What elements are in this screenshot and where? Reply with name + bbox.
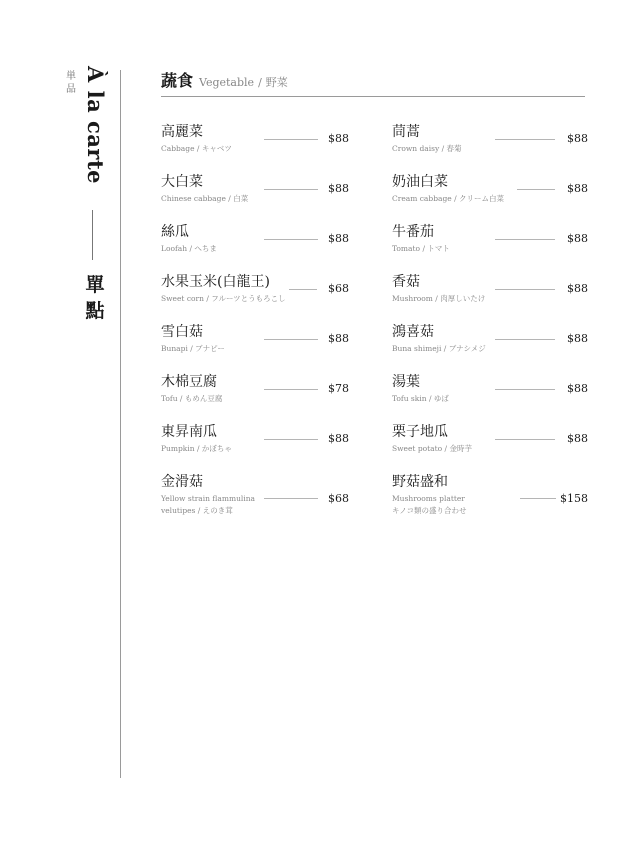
item-price: $158 [560,492,588,505]
item-price: $68 [328,492,349,505]
item-subtitle-jp: キノコ類の盛り合わせ [392,506,467,515]
item-name-zh: 奶油白菜 [392,174,448,190]
item-name-zh: 金滑菇 [161,474,203,490]
item-price: $88 [567,382,588,395]
side-zh-label: 單點 [85,274,105,322]
item-subtitle: Buna shimeji / ブナシメジ [392,344,486,353]
item-name-zh: 香菇 [392,274,420,290]
section-title-jp: 野菜 [265,76,288,89]
menu-item [161,424,349,474]
item-price: $88 [567,232,588,245]
leader-line [495,439,555,440]
item-subtitle: Loofah / へちま [161,244,217,253]
menu-item [392,374,588,424]
item-price: $88 [328,132,349,145]
item-price: $88 [328,432,349,445]
item-subtitle: Cream cabbage / クリーム白菜 [392,194,505,203]
item-subtitle: Sweet corn / フルーツとうもろこし [161,294,286,303]
leader-line [495,289,555,290]
item-subtitle: Sweet potato / 金時芋 [392,444,472,453]
item-subtitle: Mushroom / 肉厚しいたけ [392,294,486,303]
item-subtitle: Tofu / もめん豆腐 [161,394,223,403]
menu-item [392,324,588,374]
item-price: $88 [328,182,349,195]
section-header [161,68,585,97]
leader-line [264,239,318,240]
item-price: $88 [328,232,349,245]
item-subtitle: Chinese cabbage / 白菜 [161,194,249,203]
item-name-zh: 湯葉 [392,374,420,390]
menu-item [161,274,349,324]
item-name-zh: 高麗菜 [161,124,203,140]
menu-item [161,224,349,274]
section-title-zh: 蔬食 [161,71,194,90]
item-name-zh: 水果玉米(白龍王) [161,274,270,290]
item-price: $78 [328,382,349,395]
leader-line [520,498,556,499]
menu-item [161,474,349,524]
menu-item [392,274,588,324]
menu-column-left [161,124,349,524]
item-name-zh: 野菇盛和 [392,474,448,490]
item-price: $88 [567,432,588,445]
leader-line [264,139,318,140]
leader-line [264,189,318,190]
item-name-zh: 絲瓜 [161,224,189,240]
menu-item [392,474,588,524]
menu-item [161,374,349,424]
side-divider [92,210,93,260]
item-price: $88 [328,332,349,345]
leader-line [495,389,555,390]
menu-item [161,174,349,224]
side-jp-label: 単品 [66,71,76,95]
item-price: $88 [567,182,588,195]
leader-line [495,239,555,240]
menu-item [392,224,588,274]
leader-line [495,139,555,140]
item-price: $88 [567,132,588,145]
item-name-zh: 東昇南瓜 [161,424,217,440]
item-price: $88 [567,282,588,295]
side-title: À la carte [83,66,108,185]
item-name-zh: 鴻喜菇 [392,324,434,340]
menu-item [392,174,588,224]
item-subtitle: Pumpkin / かぼちゃ [161,444,232,453]
vertical-rule [120,70,121,778]
menu-item [161,324,349,374]
leader-line [289,289,317,290]
item-name-zh: 栗子地瓜 [392,424,448,440]
leader-line [264,439,318,440]
leader-line [495,339,555,340]
menu-item [392,424,588,474]
item-subtitle: Mushrooms platter [392,494,465,503]
item-subtitle: Tomato / トマト [392,244,450,253]
leader-line [264,339,318,340]
menu-item [161,124,349,174]
item-subtitle: Crown daisy / 春菊 [392,144,462,153]
menu-item [392,124,588,174]
section-title-en: Vegetable [199,76,255,89]
item-name-zh: 牛番茄 [392,224,434,240]
item-subtitle: Yellow strain flammulina velutipes / えのき茸 [161,494,256,515]
item-price: $88 [567,332,588,345]
item-subtitle: Cabbage / キャベツ [161,144,232,153]
item-price: $68 [328,282,349,295]
menu-column-right [392,124,588,524]
item-name-zh: 茼蒿 [392,124,420,140]
leader-line [264,389,318,390]
leader-line [517,189,555,190]
item-name-zh: 雪白菇 [161,324,203,340]
item-name-zh: 木棉豆腐 [161,374,217,390]
item-subtitle: Bunapi / ブナピー [161,344,225,353]
item-name-zh: 大白菜 [161,174,203,190]
section-title-sep: / [258,76,262,89]
item-subtitle: Tofu skin / ゆば [392,394,449,403]
leader-line [264,498,318,499]
